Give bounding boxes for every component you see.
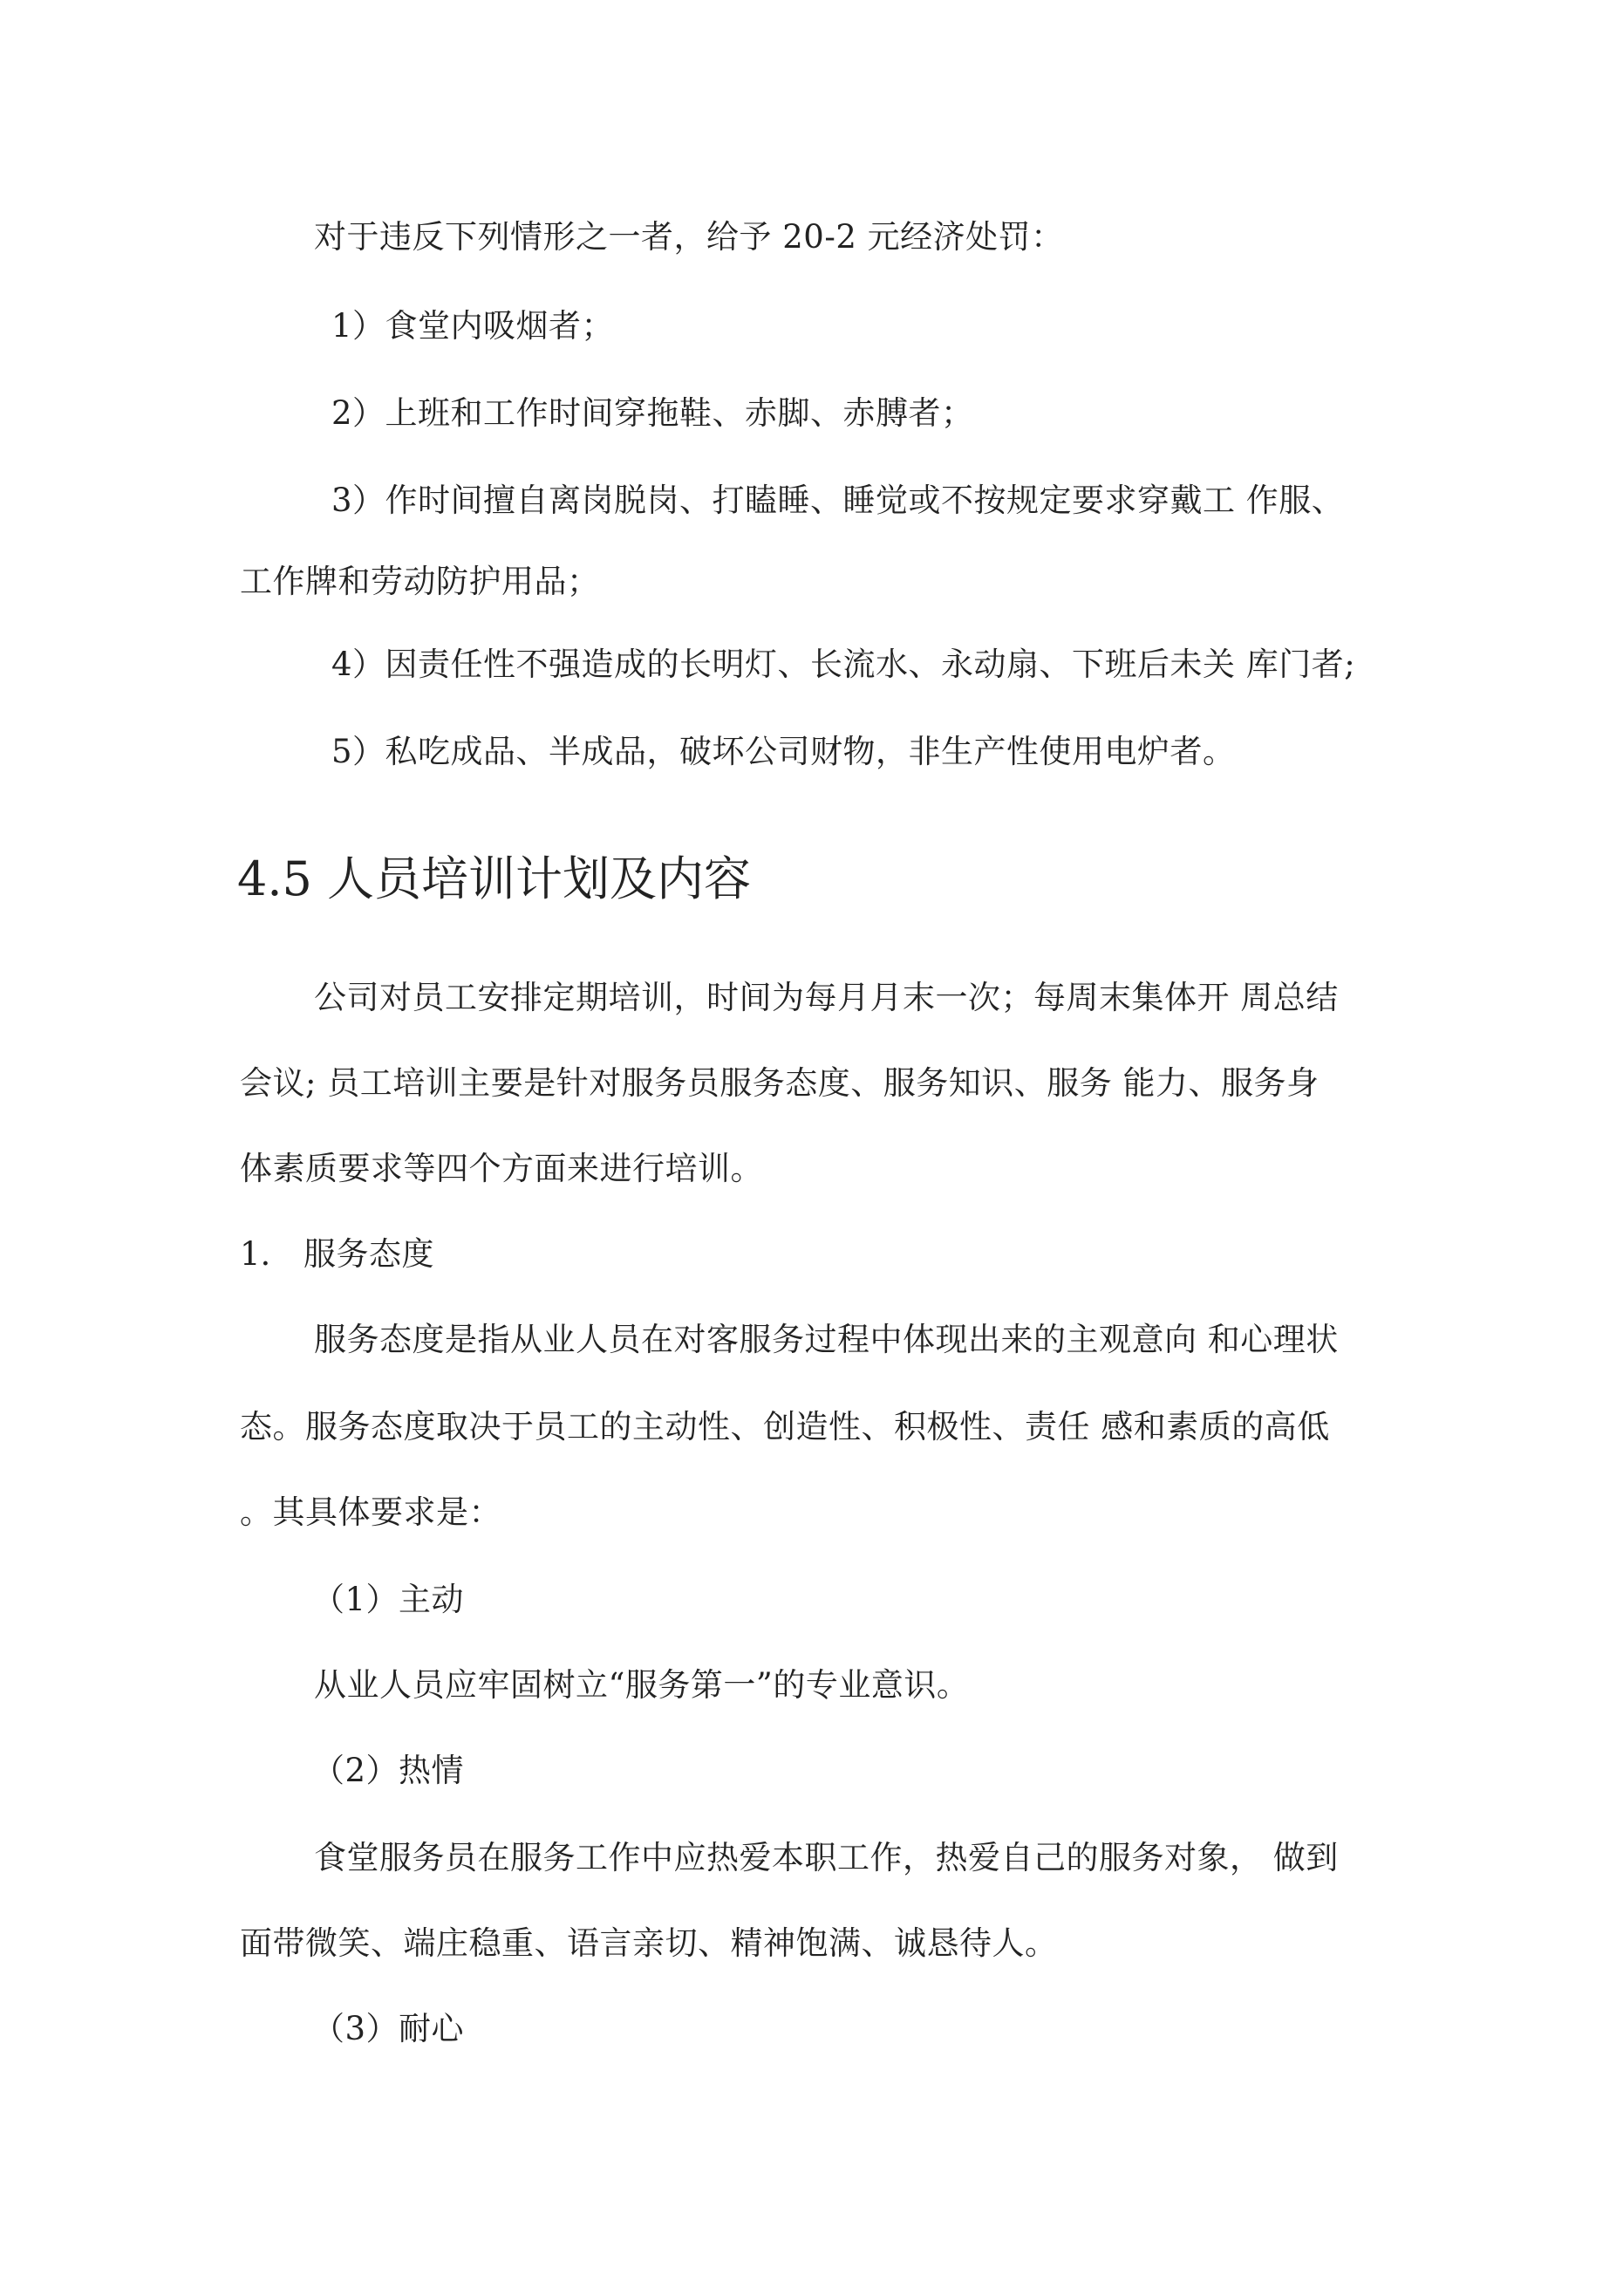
requirement-2-text-line-1: 食堂服务员在服务工作中应热爱本职工作，热爱自己的服务对象， 做到 bbox=[314, 1839, 1339, 1876]
requirement-1-text: 从业人员应牢固树立“服务第一”的专业意识。 bbox=[314, 1666, 970, 1704]
requirement-3-title: （3）耐心 bbox=[312, 2010, 465, 2047]
list-item-2: 2）上班和工作时间穿拖鞋、赤脚、赤膊者； bbox=[331, 394, 974, 432]
list-item-3-line-1: 3）作时间擅自离岗脱岗、打瞌睡、睡觉或不按规定要求穿戴工 作服、 bbox=[331, 482, 1345, 519]
section-heading: 4.5 人员培训计划及内容 bbox=[237, 851, 752, 906]
list-item-4: 4）因责任性不强造成的长明灯、长流水、永动扇、下班后未关 库门者; bbox=[331, 646, 1356, 683]
paragraph-training-line-2: 会议; 员工培训主要是针对服务员服务态度、服务知识、服务 能力、服务身 bbox=[240, 1064, 1320, 1102]
paragraph-attitude-line-3: 。其具体要求是： bbox=[240, 1493, 501, 1531]
list-item-3-line-2: 工作牌和劳动防护用品； bbox=[240, 563, 600, 600]
paragraph-penalty-intro: 对于违反下列情形之一者，给予 20-2 元经济处罚： bbox=[314, 218, 1064, 256]
requirement-1-title: （1）主动 bbox=[312, 1581, 465, 1618]
subsection-title: 服务态度 bbox=[303, 1235, 434, 1273]
paragraph-attitude-line-2: 态。服务态度取决于员工的主动性、创造性、积极性、责任 感和素质的高低 bbox=[240, 1408, 1330, 1445]
list-item-1: 1）食堂内吸烟者； bbox=[331, 307, 615, 345]
paragraph-training-line-1: 公司对员工安排定期培训，时间为每月月末一次；每周末集体开 周总结 bbox=[314, 979, 1339, 1016]
subsection-number: 1. bbox=[240, 1235, 271, 1273]
requirement-2-text-line-2: 面带微笑、端庄稳重、语言亲切、精神饱满、诚恳待人。 bbox=[240, 1924, 1058, 1962]
requirement-2-title: （2）热情 bbox=[312, 1752, 465, 1789]
list-item-5: 5）私吃成品、半成品，破坏公司财物，非生产性使用电炉者。 bbox=[331, 733, 1236, 770]
paragraph-attitude-line-1: 服务态度是指从业人员在对客服务过程中体现出来的主观意向 和心理状 bbox=[314, 1321, 1339, 1358]
paragraph-training-line-3: 体素质要求等四个方面来进行培训。 bbox=[240, 1150, 763, 1187]
